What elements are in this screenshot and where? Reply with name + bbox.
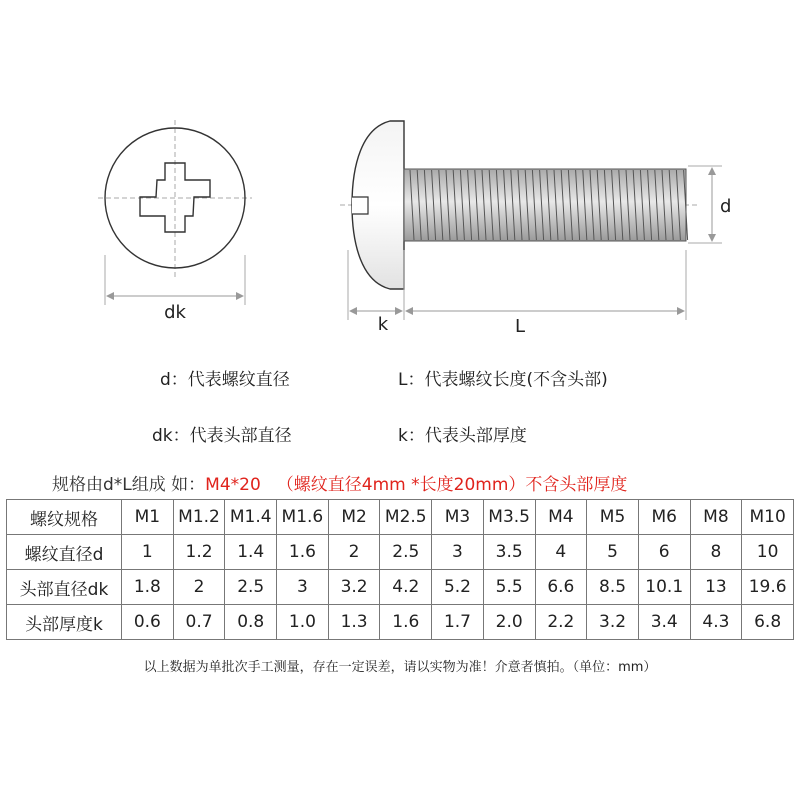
- size-header-cell: M3: [432, 500, 484, 535]
- spec-format-line: [52, 470, 627, 495]
- size-header-cell: M1: [122, 500, 174, 535]
- table-cell: 0.6: [122, 605, 174, 640]
- table-cell: 1.7: [432, 605, 484, 640]
- row-label: 头部直径dk: [7, 570, 122, 605]
- k-label: k: [377, 314, 389, 335]
- table-row: [7, 570, 794, 605]
- table-cell: 1.6: [277, 535, 329, 570]
- table-cell: 6: [638, 535, 690, 570]
- legend-L: L：代表螺纹长度(不含头部): [398, 370, 608, 390]
- table-cell: 10: [742, 535, 794, 570]
- table-cell: 0.8: [225, 605, 277, 640]
- table-cell: 3: [432, 535, 484, 570]
- table-cell: 1.6: [380, 605, 432, 640]
- table-cell: 5.2: [432, 570, 484, 605]
- table-cell: 3.4: [638, 605, 690, 640]
- table-cell: 8: [690, 535, 742, 570]
- table-cell: 2.5: [380, 535, 432, 570]
- size-header-cell: M10: [742, 500, 794, 535]
- size-header-cell: M4: [535, 500, 587, 535]
- size-header-cell: M2: [328, 500, 380, 535]
- table-cell: 4.2: [380, 570, 432, 605]
- row-label: 螺纹规格: [7, 500, 122, 535]
- size-header-cell: M2.5: [380, 500, 432, 535]
- row-label: 螺纹直径d: [7, 535, 122, 570]
- legend-dk: dk：代表头部直径: [152, 426, 292, 446]
- spec-table: [6, 499, 794, 640]
- head-top-view: [98, 120, 252, 323]
- table-cell: 3.2: [587, 605, 639, 640]
- table-cell: 1: [122, 535, 174, 570]
- table-cell: 13: [690, 570, 742, 605]
- size-header-cell: M3.5: [483, 500, 535, 535]
- size-header-cell: M1.4: [225, 500, 277, 535]
- table-row: [7, 535, 794, 570]
- table-cell: 2: [328, 535, 380, 570]
- table-cell: 6.6: [535, 570, 587, 605]
- legend-k: k：代表头部厚度: [398, 426, 527, 446]
- table-header-row: [7, 500, 794, 535]
- screw-side-view: [340, 121, 731, 337]
- table-cell: 1.3: [328, 605, 380, 640]
- screw-diagram: [0, 0, 800, 340]
- table-cell: 2.2: [535, 605, 587, 640]
- table-cell: 6.8: [742, 605, 794, 640]
- table-cell: 10.1: [638, 570, 690, 605]
- table-cell: 2: [173, 570, 225, 605]
- table-cell: 4.3: [690, 605, 742, 640]
- table-cell: 5.5: [483, 570, 535, 605]
- spec-example: M4*20: [205, 475, 261, 495]
- table-cell: 4: [535, 535, 587, 570]
- measurement-note: 以上数据为单批次手工测量，存在一定误差，请以实物为准！介意者慎拍。（单位：mm）: [143, 660, 657, 675]
- table-cell: 5: [587, 535, 639, 570]
- d-label: d: [720, 196, 732, 217]
- spec-explain: （螺纹直径4mm *长度20mm）不含头部厚度: [276, 475, 628, 495]
- legend-d: d：代表螺纹直径: [160, 370, 290, 390]
- size-header-cell: M6: [638, 500, 690, 535]
- size-header-cell: M1.2: [173, 500, 225, 535]
- table-cell: 19.6: [742, 570, 794, 605]
- table-cell: 1.8: [122, 570, 174, 605]
- table-cell: 1.0: [277, 605, 329, 640]
- table-cell: 1.2: [173, 535, 225, 570]
- table-cell: 0.7: [173, 605, 225, 640]
- table-cell: 2.5: [225, 570, 277, 605]
- table-cell: 3.5: [483, 535, 535, 570]
- table-cell: 8.5: [587, 570, 639, 605]
- row-label: 头部厚度k: [7, 605, 122, 640]
- table-cell: 2.0: [483, 605, 535, 640]
- table-cell: 3: [277, 570, 329, 605]
- table-cell: 3.2: [328, 570, 380, 605]
- size-header-cell: M5: [587, 500, 639, 535]
- spec-prefix: 规格由d*L组成 如：: [52, 475, 206, 495]
- dk-label: dk: [164, 302, 186, 323]
- size-header-cell: M8: [690, 500, 742, 535]
- table-row: [7, 605, 794, 640]
- size-header-cell: M1.6: [277, 500, 329, 535]
- L-label: L: [514, 316, 526, 337]
- table-cell: 1.4: [225, 535, 277, 570]
